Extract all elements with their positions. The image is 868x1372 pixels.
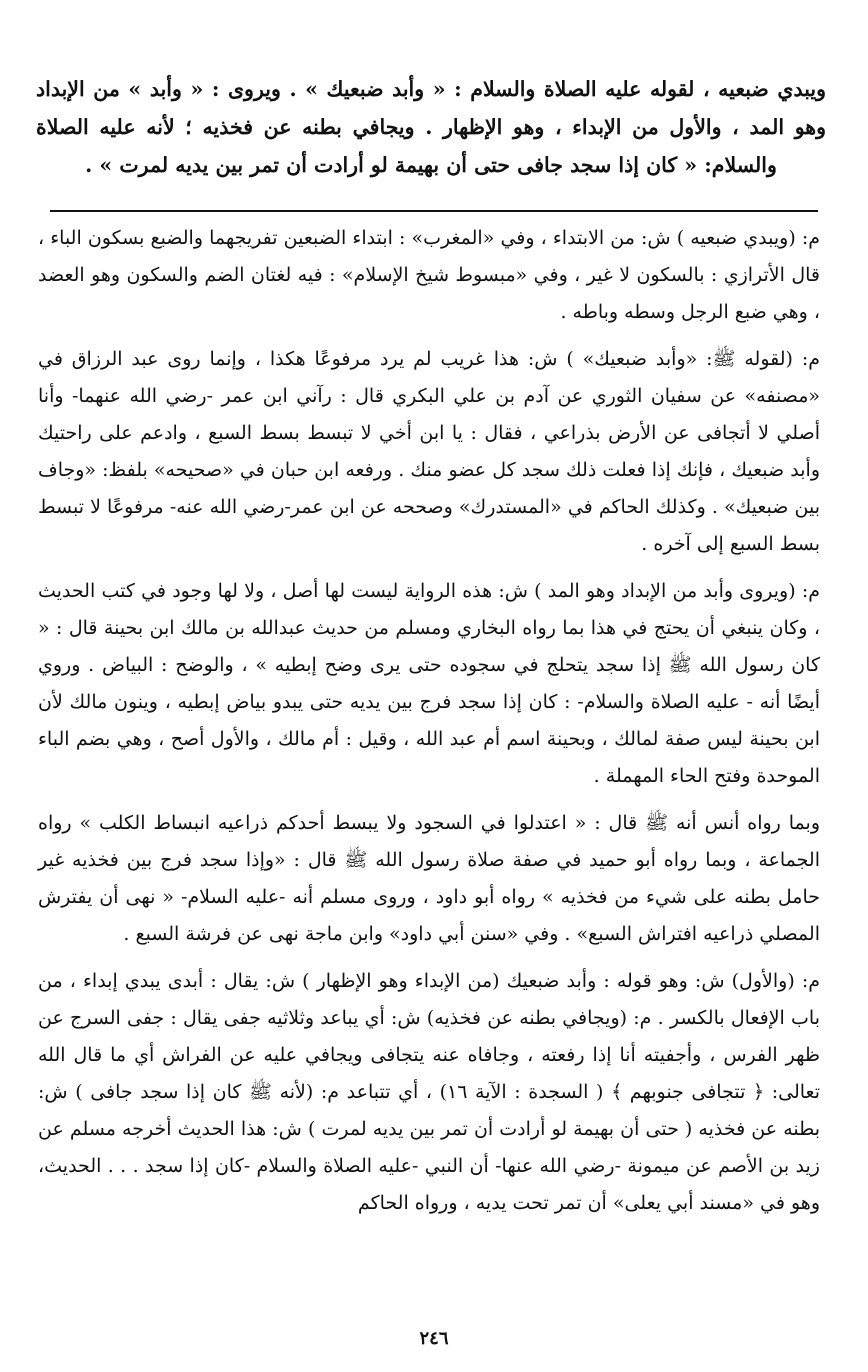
commentary-paragraph: م: (لقوله ﷺ: «وأبد ضبعيك» ) ش: هذا غريب لم يرد مرفوعًا هكذا ، وإنما روى عبد الرزاق في «مصنفه» عن سفيان الثوري عن آدم بن علي البكري قال : رآني ابن عمر -رضي الله عنهما- وأنا أصلي لا أتجافى عن الأرض بذراعي ، فقال : يا ابن أخي لا تبسط بسط السبع ، وادعم على راحتيك وأبد ضبعيك ، فإنك إذا فعلت ذلك سجد كل عضو منك . ورفعه ابن حبان في «صحيحه» بلفظ: «وجاف بين ضبعيك» . وكذلك الحاكم في «المستدرك» وصححه عن ابن عمر-رضي الله عنه- مرفوعًا لا تبسط بسط السبع إلى آخره . xyxy=(38,348,820,555)
section-divider xyxy=(50,210,818,212)
matn-text: ويبدي ضبعيه ، لقوله عليه الصلاة والسلام : « وأبد ضبعيك » . ويروى : « وأبد » من الإبداد وهو المد ، والأول من الإبداء ، وهو الإظهار . ويجافي بطنه عن فخذيه ؛ لأنه عليه الصلاة والسلام: « كان إذا سجد جافى حتى أن بهيمة لو أرادت أن تمر بين يديه لمرت » . xyxy=(36,77,826,177)
commentary-paragraph: وبما رواه أنس أنه ﷺ قال : « اعتدلوا في السجود ولا يبسط أحدكم ذراعيه انبساط الكلب » رواه الجماعة ، وبما رواه أبو حميد في صفة صلاة رسول الله ﷺ قال : «وإذا سجد فرج بين فخذيه غير حامل بطنه على شيء من فخذيه » رواه أبو داود ، وروى مسلم أنه -عليه السلام- « نهى أن يفترش المصلي ذراعيه افتراش السبع» . وفي «سنن أبي داود» وابن ماجة نهى عن فرشة السبع . xyxy=(38,812,820,945)
page-number: ٢٤٦ xyxy=(419,1328,449,1349)
commentary-section xyxy=(38,220,820,1232)
commentary-paragraph: م: (ويبدي ضبعيه ) ش: من الابتداء ، وفي «المغرب» : ابتداء الضبعين تفريجهما والضبع بسكون الباء ، قال الأترازي : بالسكون لا غير ، وفي «مبسوط شيخ الإسلام» : فيه لغتان الضم والسكون وهو العضد ، وهي ضبع الرجل وسطه وباطه . xyxy=(38,227,820,323)
commentary-paragraph: م: (والأول) ش: وهو قوله : وأبد ضبعيك (من الإبداء وهو الإظهار ) ش: يقال : أبدى يبدي إبداء ، من باب الإفعال بالكسر . م: (ويجافي بطنه عن فخذيه) ش: أي يباعد وثلاثيه جفى يقال : جفى السرج عن ظهر الفرس ، وأجفيته أنا إذا رفعته ، وجافاه عنه يتجافى ويجافي عليه عن الفراش أي ما قال الله تعالى: ﴿ تتجافى جنوبهم ﴾ ( السجدة : الآية ١٦) ، أي تتباعد م: (لأنه ﷺ كان إذا سجد جافى ) ش: بطنه عن فخذيه ( حتى أن بهيمة لو أرادت أن تمر بين يديه لمرت ) ش: هذا الحديث أخرجه مسلم عن زيد بن الأصم عن ميمونة -رضي الله عنها- أن النبي -عليه الصلاة والسلام -كان إذا سجد . . . الحديث، وهو في «مسند أبي يعلى» أن تمر تحت يديه ، ورواه الحاكم xyxy=(38,970,820,1214)
commentary-paragraph: م: (ويروى وأبد من الإبداد وهو المد ) ش: هذه الرواية ليست لها أصل ، ولا لها وجود في كتب الحديث ، وكان ينبغي أن يحتج في هذا بما رواه البخاري ومسلم من حديث عبدالله بن مالك ابن بحينة قال : « كان رسول الله ﷺ إذا سجد يتحلج في سجوده حتى يرى وضح إبطيه » ، والوضح : البياض . وروي أيضًا أنه - عليه الصلاة والسلام- : كان إذا سجد فرج بين يديه حتى يبدو بياض إبطيه ، وينون مالك لأن ابن بحينة ليس صفة لمالك ، وبحينة اسم أم عبد الله ، وقيل : أم مالك ، والأول أصح ، وهي بضم الباء الموحدة وفتح الحاء المهملة . xyxy=(38,580,820,787)
